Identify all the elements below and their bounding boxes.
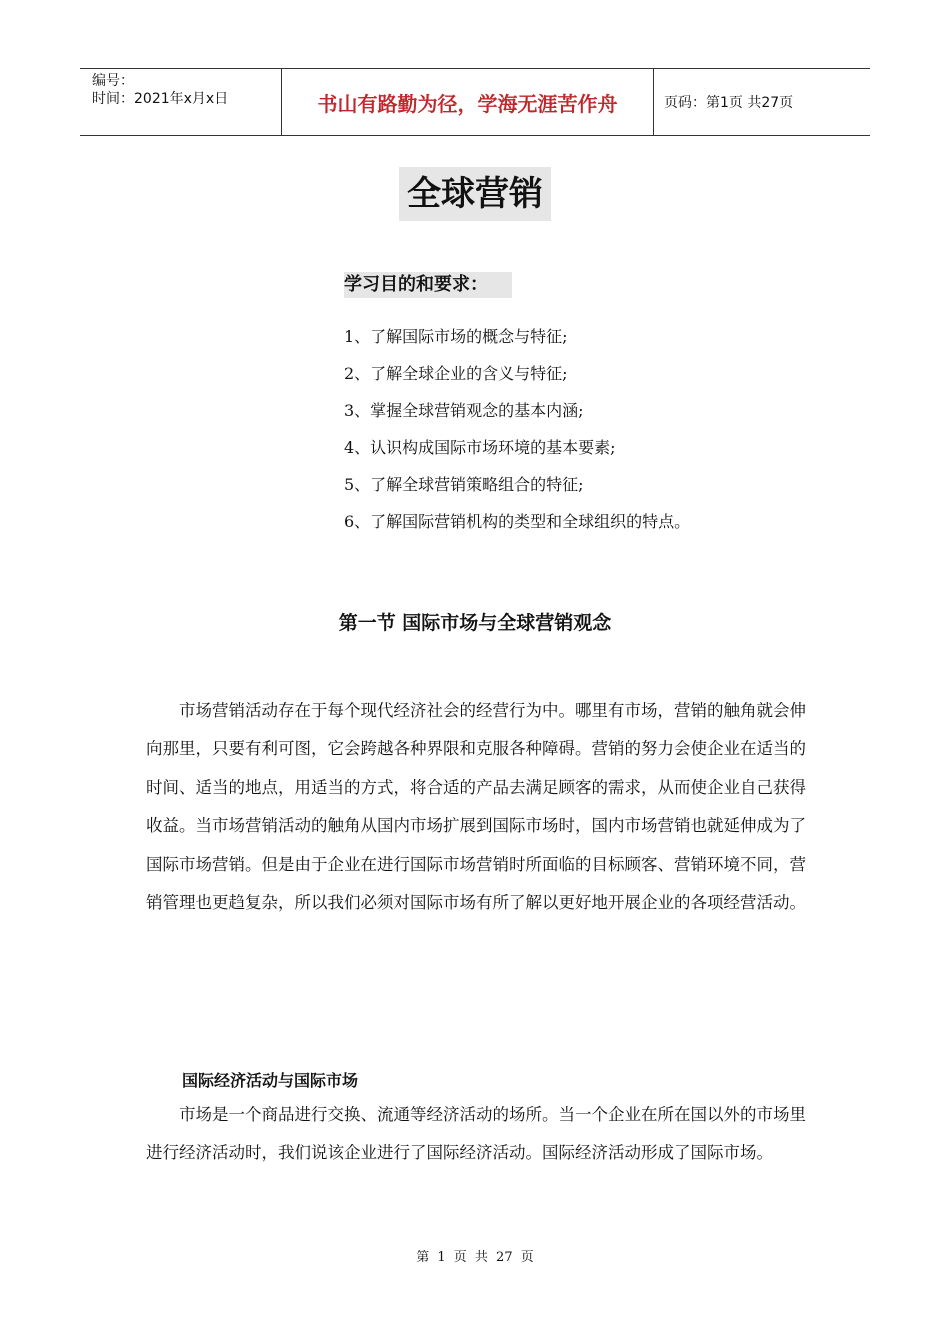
objective-item: 6、了解国际营销机构的类型和全球组织的特点。 <box>344 512 691 531</box>
header-motto: 书山有路勤为径，学海无涯苦作舟 <box>281 69 654 135</box>
objective-item: 3、掌握全球营销观念的基本内涵; <box>344 401 584 420</box>
header-meta-cell <box>80 69 281 135</box>
objective-item: 5、了解全球营销策略组合的特征; <box>344 475 584 494</box>
objectives-heading: 学习目的和要求： <box>344 272 512 298</box>
section-paragraph: 市场营销活动存在于每个现代经济社会的经营行为中。哪里有市场，营销的触角就会伸向那里，只要有利可图，它会跨越各种界限和克服各种障碍。营销的努力会使企业在适当的时间、适当的地点，用适当的方式，将合适的产品去满足顾客的需求，从而使企业自己获得收益。当市场营销活动的触角从国内市场扩展到国际市场时，国内市场营销也就延伸成为了国际市场营销。但是由于企业在进行国际市场营销时所面临的目标顾客、营销环境不同，营销管理也更趋复杂，所以我们必须对国际市场有所了解以更好地开展企业的各项经营活动。 <box>146 701 806 913</box>
header-table <box>80 68 870 136</box>
objective-item: 1、了解国际市场的概念与特征; <box>344 327 568 346</box>
page-footer: 第 1 页 共 27 页 <box>416 1250 534 1265</box>
objective-item: 2、了解全球企业的含义与特征; <box>344 364 568 383</box>
document-number-label: 编号： <box>92 73 134 89</box>
objective-item: 4、认识构成国际市场环境的基本要素; <box>344 438 616 457</box>
objectives-list <box>344 318 690 540</box>
subsection-paragraph: 市场是一个商品进行交换、流通等经济活动的场所。当一个企业在所在国以外的市场里进行经济活动时，我们说该企业进行了国际经济活动。国际经济活动形成了国际市场。 <box>146 1105 806 1163</box>
document-title: 全球营销 <box>399 167 551 221</box>
section-title: 第一节 国际市场与全球营销观念 <box>338 612 612 634</box>
subsection-heading: 国际经济活动与国际市场 <box>182 1071 359 1090</box>
document-date-label: 时间：2021年x月x日 <box>92 91 229 107</box>
header-page-info: 页码：第1页 共27页 <box>664 95 794 111</box>
